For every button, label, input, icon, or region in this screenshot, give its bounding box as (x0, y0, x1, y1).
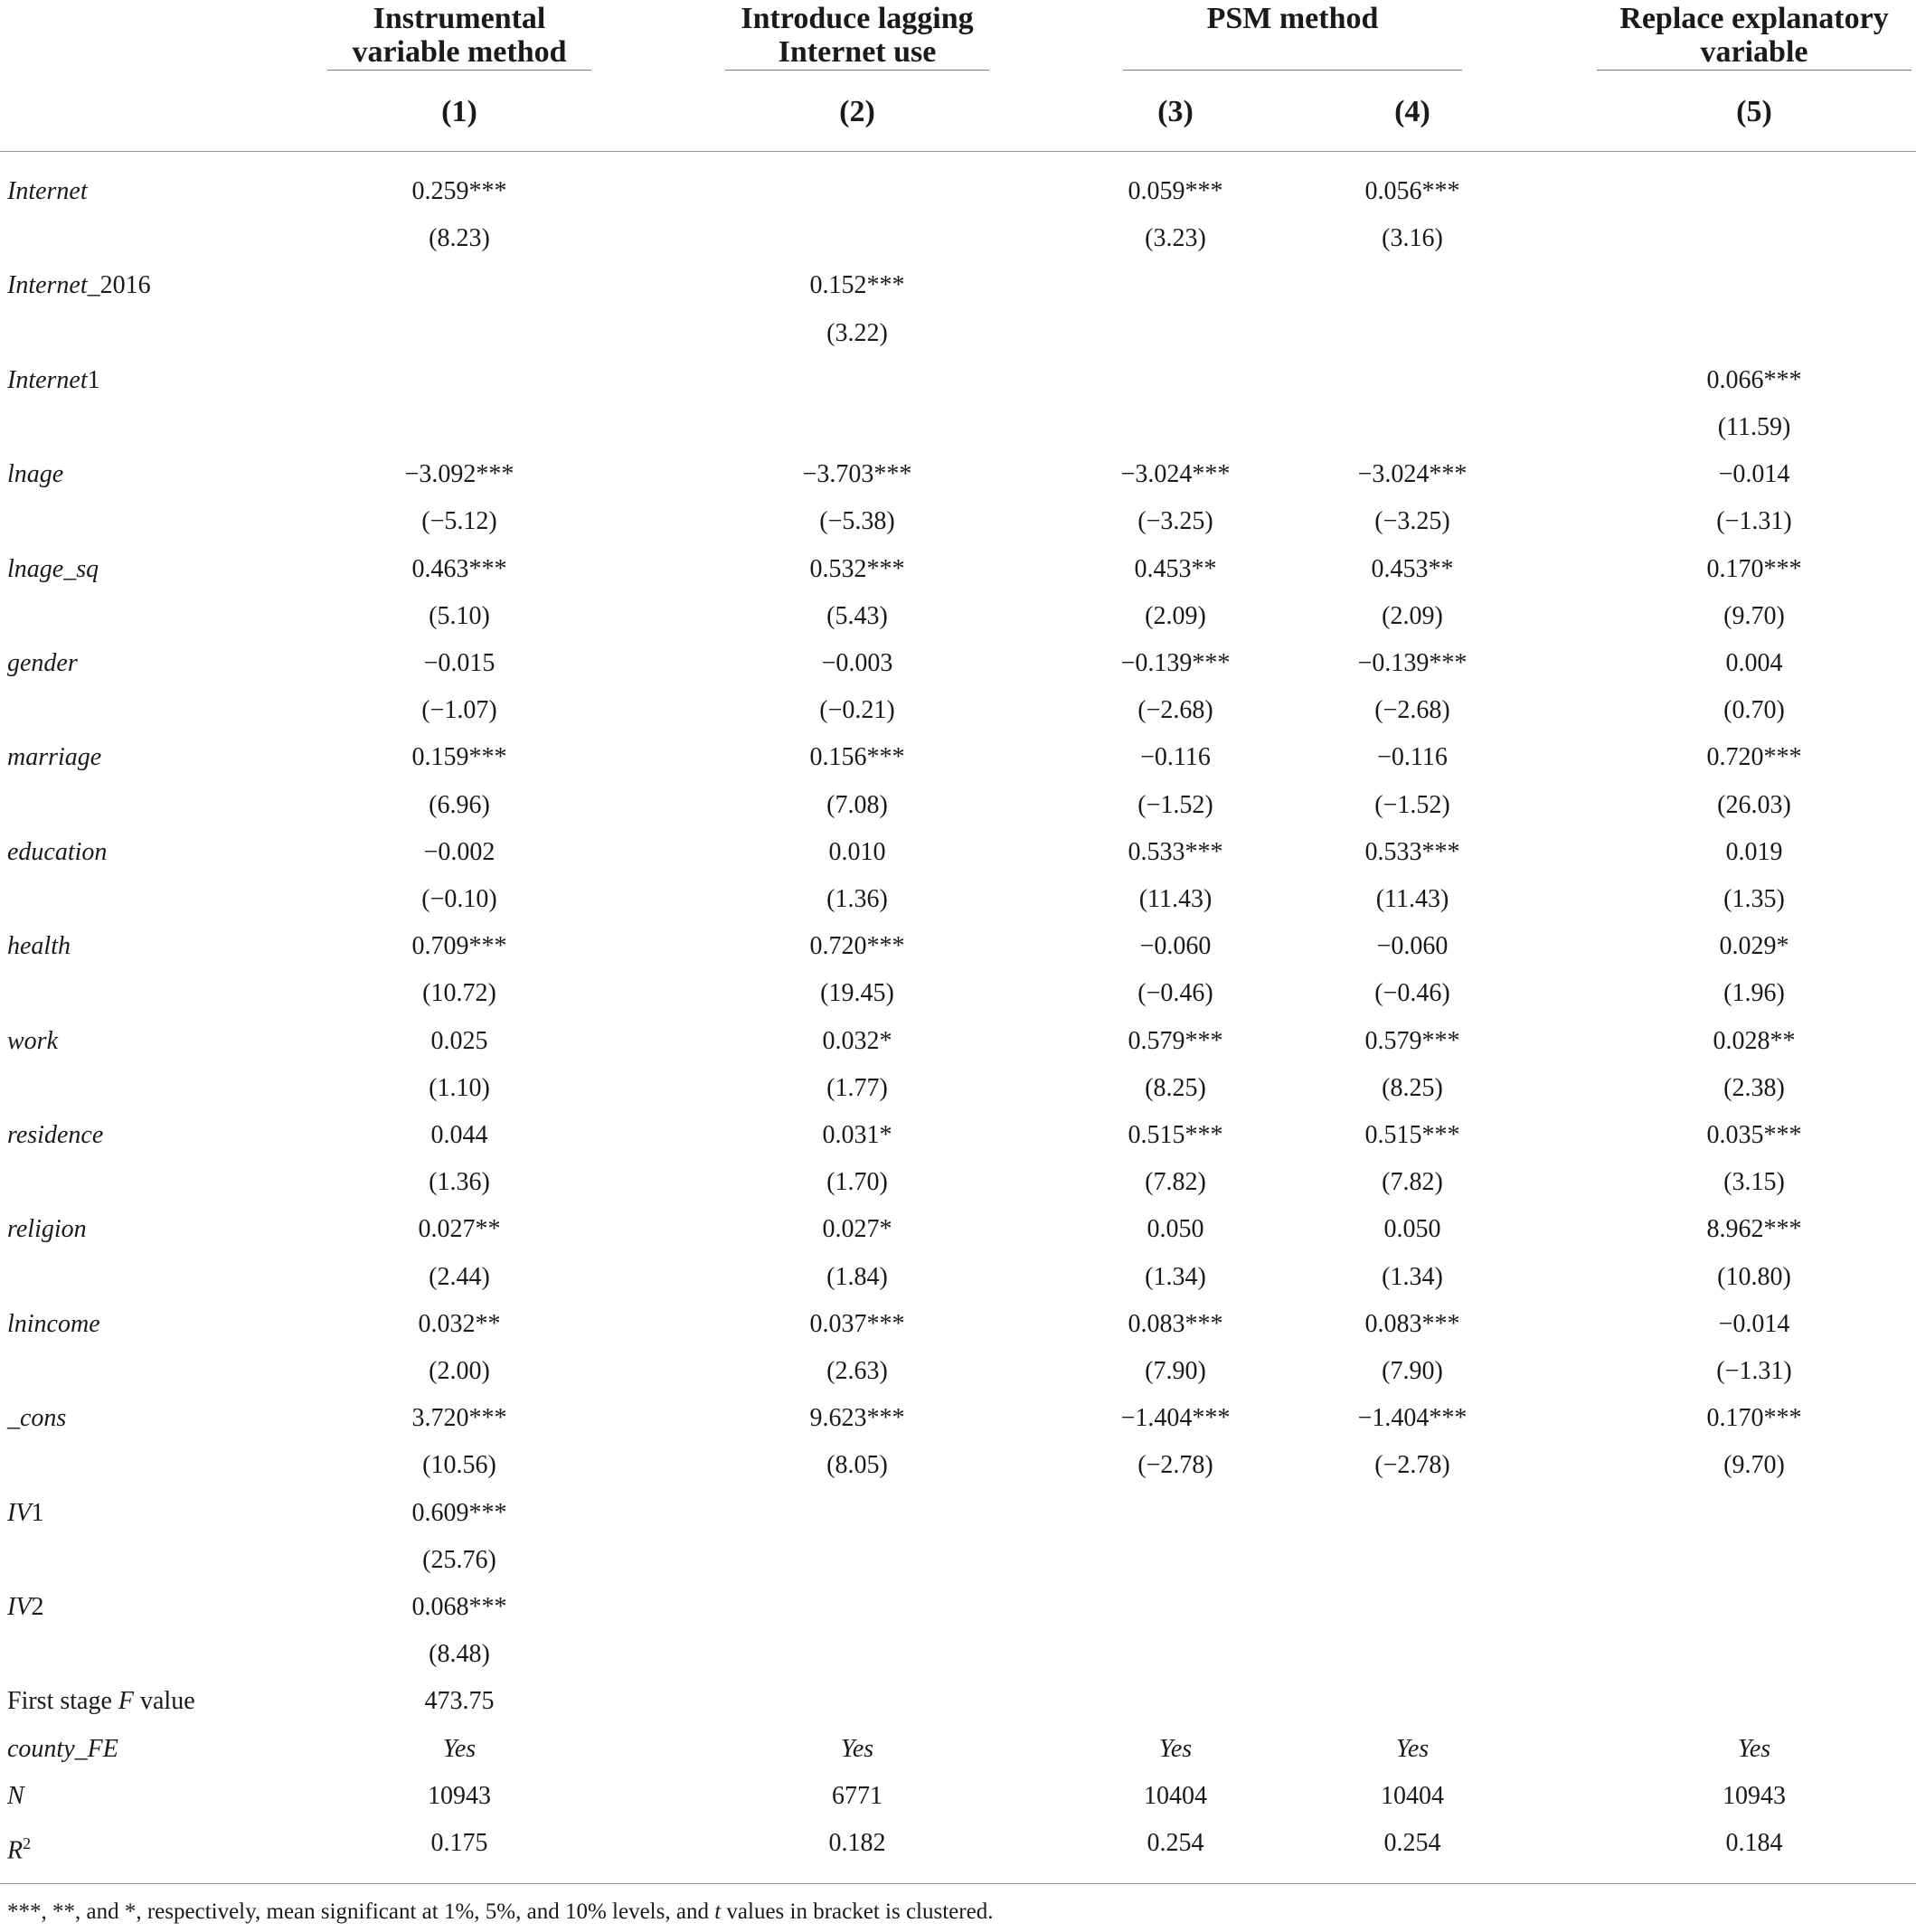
table-cell: 0.044 (430, 1121, 488, 1149)
table-cell: −0.139*** (1120, 649, 1231, 677)
row-label: county_FE (7, 1734, 118, 1763)
table-cell: (1.84) (826, 1262, 888, 1291)
table-cell: 0.032* (822, 1026, 892, 1055)
table-cell: 0.031* (822, 1121, 892, 1149)
table-cell: 0.050 (1147, 1215, 1204, 1244)
table-footnote (7, 1897, 993, 1927)
table-cell: (0.70) (1723, 696, 1785, 725)
table-cell: −0.116 (1140, 743, 1211, 772)
table-cell: 10943 (428, 1781, 491, 1810)
table-row (0, 168, 1916, 215)
column-header-5: (5) (1736, 95, 1772, 128)
table-cell: (1.10) (429, 1073, 490, 1102)
table-row (0, 1442, 1916, 1489)
table-cell: 0.029* (1719, 932, 1789, 961)
table-cell: 10404 (1144, 1781, 1207, 1810)
table-cell: (2.00) (429, 1357, 490, 1385)
table-cell: (−3.25) (1374, 507, 1450, 536)
column-header-4: (4) (1394, 95, 1430, 128)
table-cell: (7.90) (1145, 1357, 1206, 1385)
table-cell: (−0.10) (421, 885, 497, 913)
table-cell: 0.720*** (1706, 743, 1802, 772)
table-cell: 0.152*** (809, 271, 905, 300)
table-row (0, 357, 1916, 404)
table-cell: 10404 (1381, 1781, 1444, 1810)
table-cell: 0.453** (1134, 554, 1217, 583)
table-cell: −1.404*** (1120, 1404, 1231, 1433)
header-bottom-rule (0, 151, 1916, 152)
table-cell: (2.38) (1723, 1073, 1785, 1102)
table-cell: 0.170*** (1706, 554, 1802, 583)
table-row (0, 829, 1916, 876)
row-label: residence (7, 1121, 104, 1149)
row-label: _cons (7, 1404, 67, 1433)
table-cell: 0.579*** (1128, 1026, 1223, 1055)
table-cell: (1.36) (826, 885, 888, 913)
table-cell: −3.024*** (1357, 460, 1468, 489)
table-cell: 0.515*** (1128, 1121, 1223, 1149)
table-cell: (3.22) (826, 318, 888, 347)
group-header-line1: Replace explanatory (1619, 2, 1889, 35)
row-label: IV1 (7, 1498, 44, 1527)
table-cell: 0.182 (828, 1829, 886, 1857)
table-row (0, 1159, 1916, 1206)
table-row (0, 1395, 1916, 1442)
table-cell: (−0.46) (1374, 979, 1450, 1008)
table-row (0, 1773, 1916, 1820)
table-row (0, 498, 1916, 545)
table-row (0, 1254, 1916, 1301)
table-cell: (3.23) (1145, 224, 1206, 253)
table-cell: 0.532*** (809, 554, 905, 583)
table-cell: (1.34) (1382, 1262, 1443, 1291)
table-cell: (8.05) (826, 1451, 888, 1480)
table-cell: 0.027* (822, 1215, 892, 1244)
table-cell: (2.09) (1145, 601, 1206, 630)
table-row (0, 1018, 1916, 1065)
row-label: First stage F value (7, 1687, 195, 1716)
group-header-line1: Introduce lagging (741, 2, 974, 35)
table-row (0, 1348, 1916, 1395)
table-cell: (5.10) (429, 601, 490, 630)
footnote-part1: ***, **, and *, respectively, mean significant at 1%, 5%, and 10% levels, and (7, 1899, 715, 1924)
row-label: marriage (7, 743, 102, 772)
table-cell: −0.139*** (1357, 649, 1468, 677)
table-cell: 10943 (1723, 1781, 1786, 1810)
row-label: $R^2$ (7, 1834, 32, 1865)
table-cell: (8.25) (1145, 1073, 1206, 1102)
row-label: lnincome (7, 1309, 100, 1338)
table-cell: 0.050 (1383, 1215, 1441, 1244)
table-cell: 0.720*** (809, 932, 905, 961)
table-row (0, 1112, 1916, 1159)
group-header-line1: PSM method (1206, 2, 1379, 35)
table-cell: 0.175 (430, 1829, 488, 1857)
table-cell: (11.43) (1375, 885, 1449, 913)
table-cell: 0.004 (1725, 649, 1783, 677)
table-cell: (1.35) (1723, 885, 1785, 913)
table-cell: −0.014 (1718, 1309, 1790, 1338)
table-cell: (8.25) (1382, 1073, 1443, 1102)
table-row (0, 1820, 1916, 1867)
table-cell: (−5.12) (421, 507, 497, 536)
table-cell: −3.024*** (1120, 460, 1231, 489)
table-cell: 0.083*** (1128, 1309, 1223, 1338)
group-header-psm (1123, 2, 1462, 35)
table-row (0, 1490, 1916, 1537)
table-cell: 0.025 (430, 1026, 488, 1055)
footnote-italic: t (714, 1899, 722, 1924)
table-row (0, 546, 1916, 593)
table-cell: (7.08) (826, 790, 888, 819)
row-label: health (7, 932, 71, 961)
table-row (0, 1206, 1916, 1253)
row-label: IV2 (7, 1593, 44, 1621)
table-cell: (−2.78) (1137, 1451, 1213, 1480)
table-cell: (1.70) (826, 1168, 888, 1197)
table-cell: (−2.68) (1137, 696, 1213, 725)
group-rule (725, 70, 989, 71)
table-cell: (26.03) (1717, 790, 1791, 819)
table-cell: (1.34) (1145, 1262, 1206, 1291)
table-cell: 0.056*** (1364, 177, 1460, 205)
table-cell: 473.75 (424, 1687, 495, 1716)
table-cell: (−1.31) (1716, 507, 1792, 536)
table-cell: 0.515*** (1364, 1121, 1460, 1149)
table-cell: (−5.38) (819, 507, 895, 536)
table-cell: (−0.21) (819, 696, 895, 725)
table-cell: −0.015 (423, 649, 496, 677)
table-cell: (7.90) (1382, 1357, 1443, 1385)
table-row (0, 923, 1916, 970)
column-header-2: (2) (839, 95, 875, 128)
table-cell: 0.037*** (809, 1309, 905, 1338)
table-cell: (2.44) (429, 1262, 490, 1291)
table-cell: 0.156*** (809, 743, 905, 772)
table-cell: 0.019 (1725, 837, 1783, 866)
row-label: religion (7, 1215, 87, 1244)
table-cell: 0.463*** (411, 554, 507, 583)
row-label: work (7, 1026, 58, 1055)
table-row (0, 1631, 1916, 1678)
table-cell: (−3.25) (1137, 507, 1213, 536)
row-label: Internet (7, 177, 88, 205)
table-cell: 9.623*** (809, 1404, 905, 1433)
table-row (0, 404, 1916, 451)
table-cell: (1.96) (1723, 979, 1785, 1008)
table-cell: (6.96) (429, 790, 490, 819)
table-cell: (10.80) (1717, 1262, 1791, 1291)
table-cell: 0.028** (1713, 1026, 1796, 1055)
group-header-line1: Instrumental (373, 2, 546, 35)
table-cell: (−1.52) (1374, 790, 1450, 819)
table-cell: (7.82) (1145, 1168, 1206, 1197)
group-header-line2: variable (1700, 35, 1808, 69)
table-cell: −0.014 (1718, 460, 1790, 489)
table-row (0, 1065, 1916, 1112)
table-cell: −0.060 (1376, 932, 1449, 961)
table-cell: (8.48) (429, 1640, 490, 1669)
table-cell: 8.962*** (1706, 1215, 1802, 1244)
table-row (0, 734, 1916, 781)
table-row (0, 1301, 1916, 1348)
table-cell: (10.72) (422, 979, 496, 1008)
table-cell: (11.43) (1138, 885, 1213, 913)
table-cell: 0.066*** (1706, 365, 1802, 394)
table-cell: (3.15) (1723, 1168, 1785, 1197)
table-cell: 0.159*** (411, 743, 507, 772)
table-cell: 0.259*** (411, 177, 507, 205)
column-header-1: (1) (441, 95, 477, 128)
table-cell: 0.609*** (411, 1498, 507, 1527)
table-row (0, 1537, 1916, 1584)
table-cell: (1.36) (429, 1168, 490, 1197)
table-row (0, 215, 1916, 262)
table-row (0, 640, 1916, 687)
table-cell: Yes (442, 1734, 477, 1763)
table-cell: 3.720*** (411, 1404, 507, 1433)
table-cell: (9.70) (1723, 1451, 1785, 1480)
table-cell: −0.002 (423, 837, 496, 866)
table-cell: (5.43) (826, 601, 888, 630)
table-cell: 0.533*** (1364, 837, 1460, 866)
table-cell: (−2.68) (1374, 696, 1450, 725)
table-cell: Yes (840, 1734, 874, 1763)
table-cell: (−0.46) (1137, 979, 1213, 1008)
table-cell: −1.404*** (1357, 1404, 1468, 1433)
table-row (0, 593, 1916, 640)
table-cell: (8.23) (429, 224, 490, 253)
table-cell: (−1.52) (1137, 790, 1213, 819)
table-row (0, 1584, 1916, 1631)
table-cell: (3.16) (1382, 224, 1443, 253)
table-row (0, 876, 1916, 923)
table-cell: (9.70) (1723, 601, 1785, 630)
table-cell: 0.170*** (1706, 1404, 1802, 1433)
table-cell: 0.035*** (1706, 1121, 1802, 1149)
table-cell: 0.709*** (411, 932, 507, 961)
table-cell: Yes (1737, 1734, 1771, 1763)
table-cell: 0.579*** (1364, 1026, 1460, 1055)
table-cell: −0.116 (1377, 743, 1448, 772)
table-cell: 0.453** (1371, 554, 1454, 583)
row-label: Internet1 (7, 365, 100, 394)
table-cell: (11.59) (1717, 413, 1791, 441)
table-bottom-rule (0, 1883, 1916, 1884)
table-cell: 0.533*** (1128, 837, 1223, 866)
table-row (0, 1678, 1916, 1725)
table-cell: (−1.31) (1716, 1357, 1792, 1385)
table-cell: (−1.07) (421, 696, 497, 725)
group-header-lagging (725, 2, 989, 69)
group-rule (1123, 70, 1462, 71)
group-header-line2: Internet use (778, 35, 937, 69)
column-header-3: (3) (1157, 95, 1194, 128)
row-label: lnage (7, 460, 64, 489)
table-cell: (1.77) (826, 1073, 888, 1102)
group-header-instrumental (327, 2, 591, 69)
table-cell: 0.083*** (1364, 1309, 1460, 1338)
table-cell: −3.703*** (802, 460, 912, 489)
table-cell: 0.032** (418, 1309, 501, 1338)
group-rule (1597, 70, 1911, 71)
table-cell: 6771 (832, 1781, 882, 1810)
group-header-line2: variable method (352, 35, 567, 69)
group-header-replace (1597, 2, 1911, 69)
group-rule (327, 70, 591, 71)
table-cell: 0.254 (1383, 1829, 1441, 1857)
table-cell: 0.010 (828, 837, 886, 866)
table-cell: −0.003 (821, 649, 893, 677)
table-row (0, 1726, 1916, 1773)
row-label: Internet_2016 (7, 271, 151, 300)
table-cell: 0.068*** (411, 1593, 507, 1621)
row-label: lnage_sq (7, 554, 99, 583)
table-cell: Yes (1158, 1734, 1193, 1763)
table-cell: 0.059*** (1128, 177, 1223, 205)
table-row (0, 262, 1916, 309)
table-row (0, 970, 1916, 1017)
table-row (0, 782, 1916, 829)
table-cell: 0.027** (418, 1215, 501, 1244)
table-row (0, 310, 1916, 357)
table-cell: (−2.78) (1374, 1451, 1450, 1480)
row-label: gender (7, 649, 78, 677)
row-label: N (7, 1781, 24, 1810)
table-cell: Yes (1395, 1734, 1430, 1763)
table-row (0, 687, 1916, 734)
table-cell: (25.76) (422, 1545, 496, 1574)
table-cell: −0.060 (1139, 932, 1212, 961)
table-cell: (10.56) (422, 1451, 496, 1480)
table-cell: (2.63) (826, 1357, 888, 1385)
row-label: education (7, 837, 108, 866)
table-cell: 0.184 (1725, 1829, 1783, 1857)
table-cell: 0.254 (1147, 1829, 1204, 1857)
table-cell: −3.092*** (404, 460, 514, 489)
table-cell: (2.09) (1382, 601, 1443, 630)
footnote-part2: values in bracket is clustered. (721, 1899, 994, 1924)
table-cell: (19.45) (820, 979, 894, 1008)
table-cell: (7.82) (1382, 1168, 1443, 1197)
table-row (0, 451, 1916, 498)
